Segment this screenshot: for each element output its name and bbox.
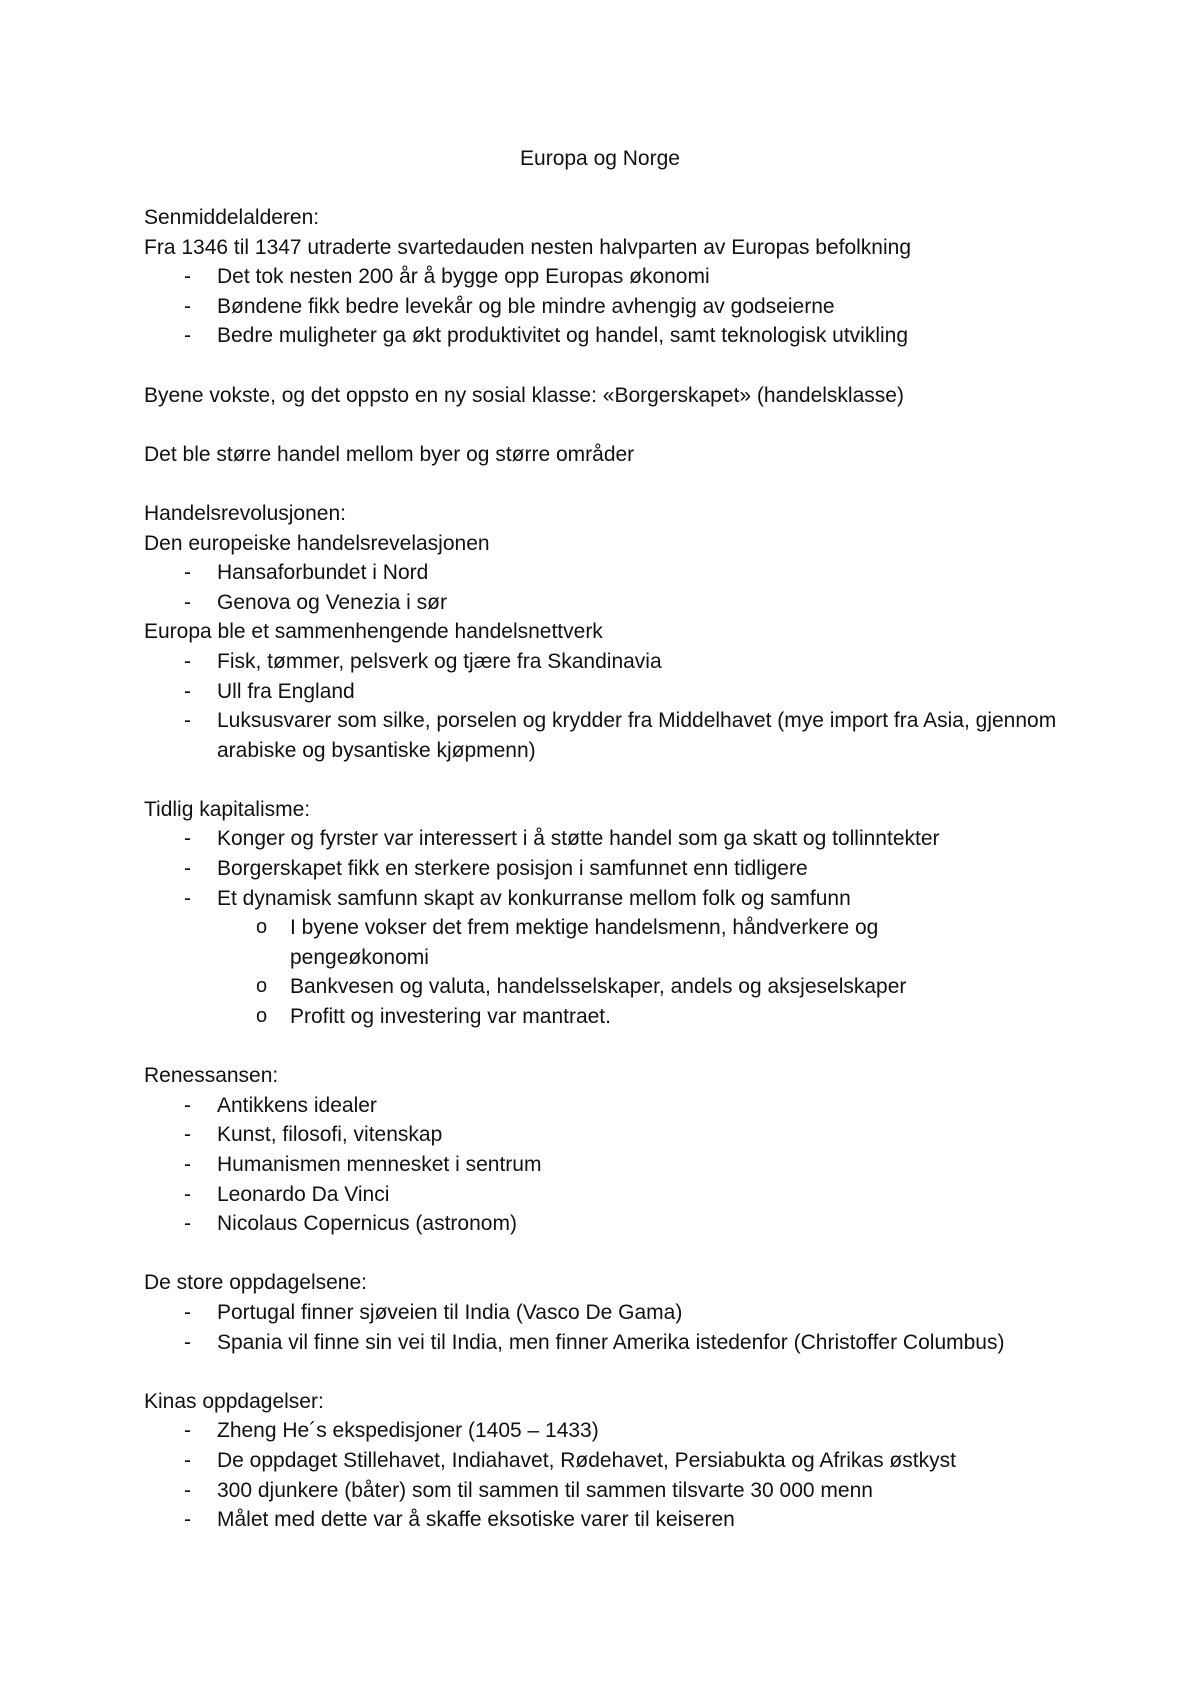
dash-marker: - bbox=[184, 1300, 191, 1324]
paragraph: Det ble større handel mellom byer og større områder bbox=[144, 442, 635, 466]
section-heading-renessansen: Renessansen: bbox=[144, 1064, 279, 1088]
section-heading-tidlig-kapitalisme: Tidlig kapitalisme: bbox=[144, 797, 311, 821]
list-item: - Fisk, tømmer, pelsverk og tjære fra Skandinavia bbox=[144, 647, 1074, 677]
list-item: - Humanismen mennesket i sentrum bbox=[144, 1150, 1074, 1180]
list-item: - Hansaforbundet i Nord bbox=[144, 558, 1074, 588]
sub-list-item: o Bankvesen og valuta, handelsselskaper, andels og aksjeselskaper bbox=[144, 972, 1074, 1002]
dash-marker: - bbox=[184, 1153, 191, 1176]
circle-marker: o bbox=[256, 975, 268, 998]
dash-marker: - bbox=[184, 1212, 191, 1236]
list-item: - Ull fra England bbox=[144, 677, 1074, 707]
list-item: - Genova og Venezia i sør bbox=[144, 588, 1074, 618]
dash-marker: - bbox=[184, 827, 191, 851]
document-body bbox=[144, 203, 1074, 1535]
list-item: - Bøndene fikk bedre levekår og ble mindre avhengig av godseierne bbox=[144, 292, 1074, 322]
section-heading-kinas-oppdagelser: Kinas oppdagelser: bbox=[144, 1389, 324, 1413]
list-item: - Målet med dette var å skaffe eksotiske varer til keiseren bbox=[144, 1505, 1074, 1535]
sub-list-item: o Profitt og investering var mantraet. bbox=[144, 1002, 1074, 1032]
paragraph: Byene vokste, og det oppsto en ny sosial klasse: «Borgerskapet» (handelsklasse) bbox=[144, 383, 904, 407]
sub-list-item: o I byene vokser det frem mektige handelsmenn, håndverkere og pengeøkonomi bbox=[144, 913, 930, 972]
dash-marker: - bbox=[184, 561, 191, 585]
list-item: - Luksusvarer som silke, porselen og krydder fra Middelhavet (mye import fra Asia, gjennom arabiske og bysantiske kjøpmenn) bbox=[144, 706, 1074, 765]
dash-marker: - bbox=[184, 1478, 191, 1502]
section-heading-de-store-oppdagelsene: De store oppdagelsene: bbox=[144, 1271, 367, 1295]
list-item: - Borgerskapet fikk en sterkere posisjon i samfunnet enn tidligere bbox=[144, 854, 1074, 884]
dash-marker: - bbox=[184, 265, 191, 289]
dash-marker: - bbox=[184, 1182, 191, 1206]
section-heading-handelsrevolusjonen: Handelsrevolusjonen: bbox=[144, 501, 346, 525]
circle-marker: o bbox=[256, 1005, 268, 1028]
dash-marker: - bbox=[184, 886, 191, 910]
dash-marker: - bbox=[184, 590, 191, 614]
list-item: - Et dynamisk samfunn skapt av konkurranse mellom folk og samfunn bbox=[144, 884, 1074, 914]
dash-marker: - bbox=[184, 1093, 191, 1117]
dash-marker: - bbox=[184, 294, 191, 318]
dash-marker: - bbox=[184, 1330, 191, 1354]
dash-marker: - bbox=[184, 324, 191, 348]
list-item: - Det tok nesten 200 år å bygge opp Europas økonomi bbox=[144, 262, 1074, 292]
dash-marker: - bbox=[184, 1448, 191, 1472]
section-heading-senmiddelalderen: Senmiddelalderen: bbox=[144, 206, 320, 229]
list-item: - Bedre muligheter ga økt produktivitet og handel, samt teknologisk utvikling bbox=[144, 321, 1074, 351]
list-item: - Portugal finner sjøveien til India (Vasco De Gama) bbox=[144, 1298, 1074, 1328]
dash-marker: - bbox=[184, 1123, 191, 1147]
list-item: - Zheng He´s ekspedisjoner (1405 – 1433) bbox=[144, 1416, 1074, 1446]
dash-marker: - bbox=[184, 679, 191, 703]
circle-marker: o bbox=[256, 916, 268, 939]
list-item: - Spania vil finne sin vei til India, men finner Amerika istedenfor (Christoffer Columbus) bbox=[144, 1328, 1074, 1358]
list-item: - De oppdaget Stillehavet, Indiahavet, Rødehavet, Persiabukta og Afrikas østkyst bbox=[144, 1446, 1074, 1476]
list-item: - Kunst, filosofi, vitenskap bbox=[144, 1120, 1074, 1150]
list-item: - Nicolaus Copernicus (astronom) bbox=[144, 1209, 1074, 1239]
list-item: - Antikkens idealer bbox=[144, 1091, 1074, 1121]
dash-marker: - bbox=[184, 649, 191, 673]
document-title: Europa og Norge bbox=[520, 147, 680, 170]
dash-marker: - bbox=[184, 1419, 191, 1443]
list-item: - Konger og fyrster var interessert i å støtte handel som ga skatt og tollinntekter bbox=[144, 824, 1074, 854]
section-intro: Den europeiske handelsrevelasjonen bbox=[144, 531, 490, 555]
list-item: - 300 djunkere (båter) som til sammen til sammen tilsvarte 30 000 menn bbox=[144, 1476, 1074, 1506]
dash-marker: - bbox=[184, 1508, 191, 1532]
section-intro: Fra 1346 til 1347 utraderte svartedauden nesten halvparten av Europas befolkning bbox=[144, 235, 912, 259]
section-intro: Europa ble et sammenhengende handelsnettverk bbox=[144, 620, 603, 644]
dash-marker: - bbox=[184, 709, 191, 733]
list-item: - Leonardo Da Vinci bbox=[144, 1180, 1074, 1210]
dash-marker: - bbox=[184, 857, 191, 881]
